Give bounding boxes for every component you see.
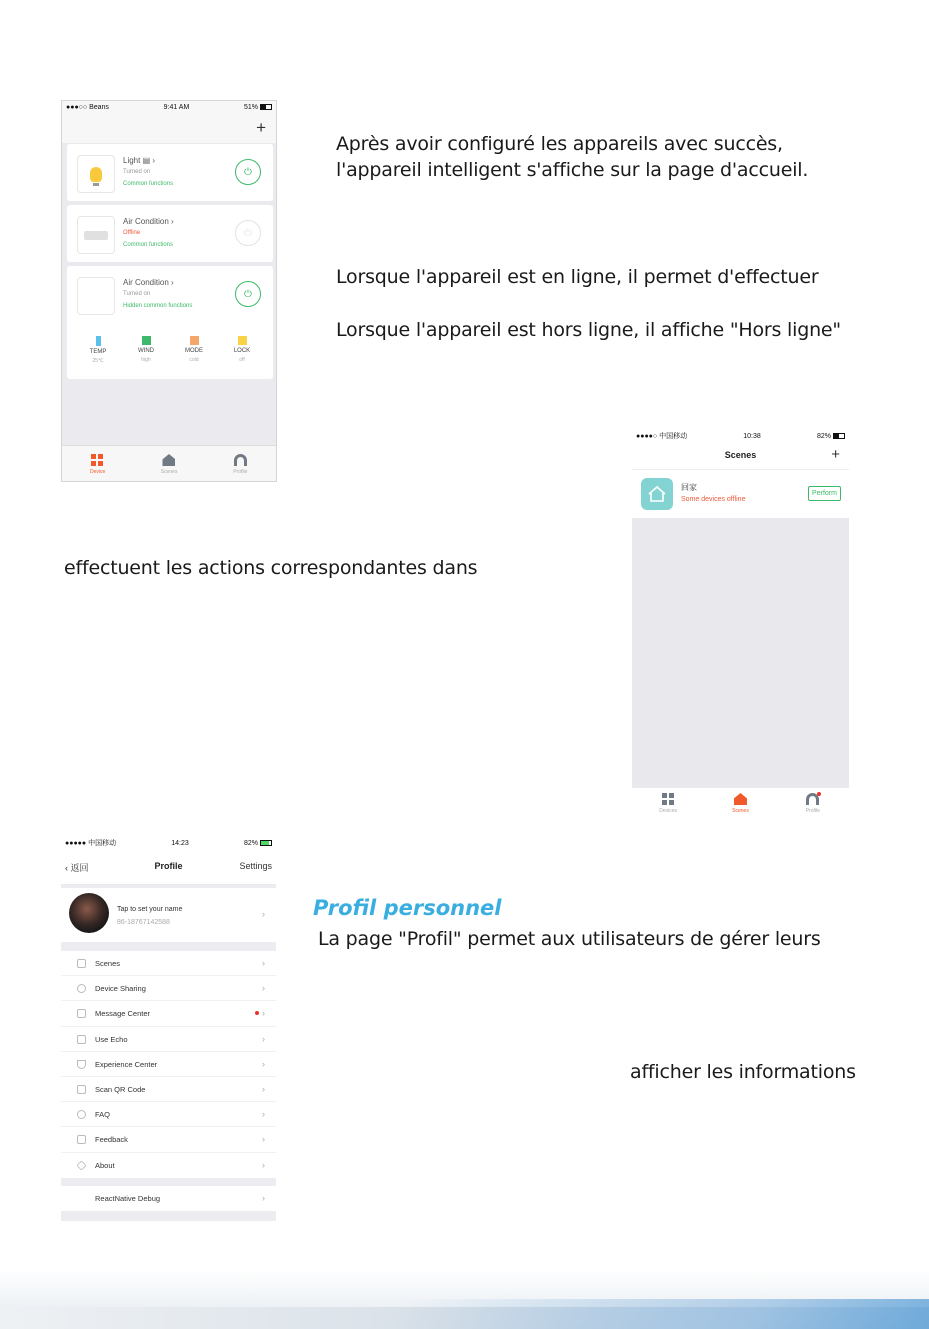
carrier-label: ●●●○○ Beans: [66, 103, 109, 111]
chevron-right-icon: ›: [262, 1033, 265, 1044]
share-icon: [77, 984, 86, 993]
page-title: Profile: [154, 861, 183, 871]
quick-control-label: WIND: [138, 348, 154, 354]
menu-item-faq[interactable]: [61, 1102, 276, 1127]
battery-icon: [260, 104, 272, 110]
battery-icon: [833, 433, 845, 439]
thermometer-icon: [96, 336, 101, 346]
mode-icon: [190, 336, 199, 345]
quick-control-temp[interactable]: [78, 336, 118, 364]
home-top-bar: [62, 113, 276, 143]
scene-name: 回家: [681, 483, 697, 492]
scenes-screenshot: [632, 430, 849, 818]
profile-phone: 86-18767142588: [117, 919, 170, 926]
air-conditioner-icon: [77, 277, 115, 315]
menu-label: FAQ: [95, 1110, 111, 1120]
quick-control-label: TEMP: [89, 349, 107, 355]
status-time: 9:41 AM: [163, 103, 190, 111]
device-card-light[interactable]: [67, 144, 273, 201]
quick-control-lock[interactable]: [222, 336, 262, 363]
footer-decoration: [0, 1269, 929, 1329]
device-grid-icon: [91, 454, 104, 466]
tab-scenes[interactable]: [133, 446, 204, 481]
menu-label: Device Sharing: [95, 984, 146, 994]
menu-item-scan-qr-code[interactable]: [61, 1077, 276, 1102]
device-card-air-condition[interactable]: [67, 266, 273, 379]
feedback-icon: [77, 1135, 86, 1144]
doc-paragraph-6: afficher les informations: [630, 1061, 856, 1083]
settings-button[interactable]: Settings: [239, 861, 272, 871]
quick-control-mode[interactable]: [174, 336, 214, 363]
menu-label: ReactNative Debug: [95, 1194, 161, 1203]
qr-code-icon: [77, 1085, 86, 1094]
quick-control-value: high: [141, 357, 151, 363]
bottom-tab-bar: [632, 788, 849, 818]
menu-label: Scenes: [95, 959, 121, 968]
house-icon: [641, 478, 673, 510]
menu-label: About: [95, 1160, 115, 1170]
common-functions-link[interactable]: Common functions: [123, 181, 174, 187]
device-name: Air Condition ›: [123, 278, 174, 287]
device-name: Air Condition ›: [123, 217, 174, 226]
quick-control-value: cold: [189, 357, 199, 363]
profile-menu: [61, 951, 276, 1178]
tab-device[interactable]: [62, 446, 133, 481]
section-heading: Profil personnel: [313, 896, 502, 920]
menu-label: Feedback: [95, 1135, 128, 1145]
lock-icon: [238, 336, 247, 345]
tab-label: Profile: [805, 808, 820, 814]
doc-paragraph-3: Lorsque l'appareil est hors ligne, il affiche "Hors ligne": [336, 319, 841, 341]
device-status: Turned on: [123, 291, 151, 297]
chevron-right-icon: ›: [262, 1083, 265, 1094]
status-bar: [632, 430, 849, 442]
scenes-icon: [77, 959, 86, 968]
chevron-right-icon: ›: [262, 983, 265, 994]
power-toggle-icon[interactable]: ⏻: [235, 281, 261, 307]
status-time: 10:38: [743, 432, 761, 440]
device-grid-icon: [662, 793, 675, 805]
battery-status: 82%: [817, 433, 845, 440]
scene-item[interactable]: [632, 470, 849, 518]
add-device-button[interactable]: +: [256, 118, 266, 137]
chevron-right-icon: ›: [262, 1134, 265, 1145]
chevron-right-icon: ›: [262, 958, 265, 968]
device-status-offline: Offline: [123, 230, 141, 236]
avatar[interactable]: [69, 893, 109, 933]
quick-control-wind[interactable]: [126, 336, 166, 363]
doc-paragraph-5: La page "Profil" permet aux utilisateurs de gérer leurs: [318, 928, 821, 950]
tab-label: Devices: [659, 808, 678, 814]
chevron-right-icon: ›: [262, 1159, 265, 1170]
doc-paragraph-1-line-2: l'appareil intelligent s'affiche sur la page d'accueil.: [336, 159, 809, 181]
status-bar: [62, 101, 276, 113]
menu-label: Experience Center: [95, 1059, 158, 1069]
home-icon: [734, 793, 747, 805]
power-toggle-icon[interactable]: ⏻: [235, 159, 261, 185]
profile-icon: [806, 793, 819, 805]
profile-card[interactable]: [61, 888, 276, 942]
back-button[interactable]: ‹ 返回: [65, 863, 89, 873]
carrier-label: ●●●●● 中国移动: [65, 840, 117, 847]
menu-item-device-sharing[interactable]: [61, 976, 276, 1001]
menu-label: Scan QR Code: [95, 1084, 146, 1094]
tab-scenes[interactable]: [704, 788, 776, 818]
chevron-right-icon: ›: [262, 1058, 265, 1069]
question-icon: [77, 1110, 86, 1119]
tab-label: Scenes: [732, 808, 749, 814]
quick-control-label: MODE: [185, 348, 203, 354]
bottom-tab-bar: [62, 445, 276, 481]
menu-item-react-native-debug[interactable]: [61, 1186, 276, 1211]
menu-item-experience-center[interactable]: [61, 1052, 276, 1077]
carrier-label: ●●●●○ 中国移动: [636, 433, 688, 440]
menu-label: Use Echo: [95, 1034, 128, 1044]
chevron-right-icon: ›: [262, 909, 265, 919]
chevron-right-icon: ›: [262, 1109, 265, 1120]
quick-control-label: LOCK: [233, 348, 251, 354]
profile-nav-bar: [61, 849, 276, 885]
echo-icon: [77, 1035, 86, 1044]
quick-control-value: 25℃: [92, 358, 104, 364]
menu-item-scenes[interactable]: [61, 951, 276, 976]
diamond-icon: [76, 1160, 86, 1170]
unread-dot: [255, 1011, 259, 1015]
device-home-screenshot: [61, 100, 277, 482]
status-bar: [61, 837, 276, 849]
menu-item-about[interactable]: [61, 1153, 276, 1178]
add-scene-button[interactable]: +: [831, 446, 840, 463]
air-conditioner-icon: [77, 216, 115, 254]
light-bulb-icon: [77, 155, 115, 193]
menu-item-message-center[interactable]: [61, 1001, 276, 1026]
page-title: Scenes: [724, 450, 757, 460]
chevron-right-icon: ›: [262, 1008, 265, 1019]
tab-label: Scenes: [160, 469, 178, 475]
profile-screenshot: [61, 837, 276, 1221]
common-functions-link[interactable]: Common functions: [123, 242, 174, 248]
tab-label: Profile: [233, 469, 248, 475]
perform-button[interactable]: Perform: [808, 486, 841, 501]
doc-paragraph-4: effectuent les actions correspondantes dans: [64, 557, 478, 579]
profile-icon: [234, 454, 247, 466]
device-name: Light ▤ ›: [123, 156, 156, 165]
tab-label: Device: [90, 469, 106, 475]
menu-label: Message Center: [95, 1009, 151, 1019]
power-toggle-icon[interactable]: ⏻: [235, 220, 261, 246]
quick-control-value: off: [239, 357, 245, 363]
doc-paragraph-1-line-1: Après avoir configuré les appareils avec succès,: [336, 133, 783, 155]
envelope-icon: [77, 1009, 86, 1018]
status-time: 14:23: [171, 839, 189, 847]
chevron-right-icon: ›: [262, 1193, 265, 1203]
home-icon: [162, 454, 175, 466]
device-status: Turned on: [123, 169, 151, 175]
menu-item-feedback[interactable]: [61, 1127, 276, 1152]
profile-name: Tap to set your name: [117, 906, 183, 913]
battery-status: 82%: [244, 840, 272, 847]
hidden-common-functions-link[interactable]: Hidden common functions: [123, 303, 193, 309]
menu-item-use-echo[interactable]: [61, 1027, 276, 1052]
tab-devices[interactable]: [632, 788, 704, 818]
heart-icon: [77, 1060, 86, 1069]
tab-profile[interactable]: [205, 446, 276, 481]
battery-icon: [260, 840, 272, 846]
tab-profile[interactable]: [777, 788, 849, 818]
doc-paragraph-2: Lorsque l'appareil est en ligne, il permet d'effectuer: [336, 266, 819, 288]
wind-icon: [142, 336, 151, 345]
scene-status: Some devices offline: [681, 496, 746, 503]
device-card-air-condition-offline[interactable]: [67, 205, 273, 262]
scenes-top-bar: [632, 442, 849, 470]
battery-status: 51%: [244, 104, 272, 111]
